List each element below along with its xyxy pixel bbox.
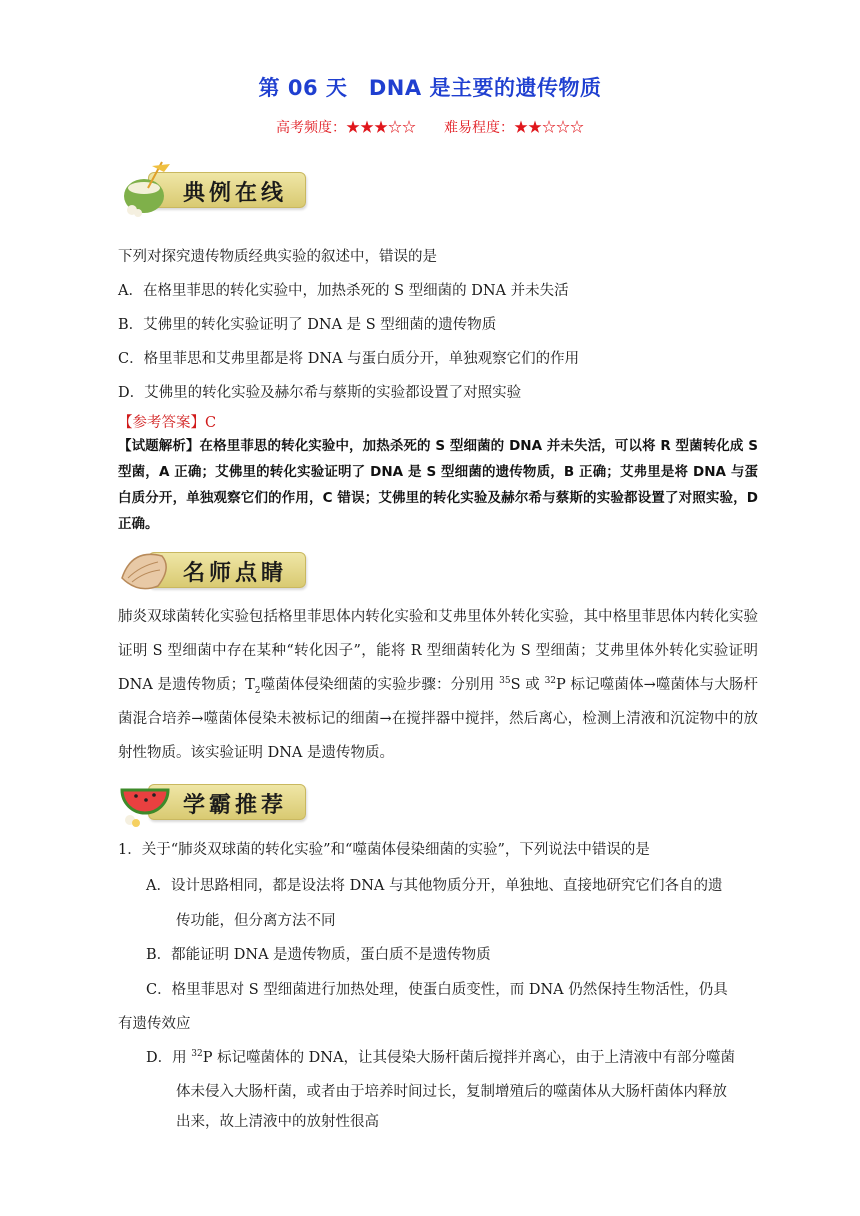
option-d-text: P 标记噬菌体的 DNA，让其侵染大肠杆菌后搅拌并离心，由于上清液中有部分噬菌: [202, 1050, 735, 1066]
tip-text-3: S 或: [510, 677, 545, 693]
tip-sub-2: 2: [254, 685, 261, 696]
page-title: 第 06 天 DNA 是主要的遗传物质: [258, 76, 602, 100]
example-question: 下列对探究遗传物质经典实验的叙述中，错误的是: [118, 249, 437, 265]
tip-text-4: P 标记噬菌体→噬菌体与大肠杆菌混合培养→噬菌体侵染未被标记的细菌→在搅拌器中搅拌，然后离心，检测上清液和沉淀物中的放射性物质。该实验证明 DNA 是遗传物质。: [118, 677, 759, 761]
practice-option-d-line3: 出来，故上清液中的放射性很高: [176, 1114, 379, 1130]
banner-recommend: [118, 770, 308, 828]
example-option-a: A．在格里菲思的转化实验中，加热杀死的 S 型细菌的 DNA 并未失活: [118, 283, 569, 299]
banner-example-label: 典例在线: [182, 181, 287, 206]
answer-analysis: 【试题解析】在格里菲思的转化实验中，加热杀死的 S 型细菌的 DNA 并未失活，可以将 R 型菌转化成 S 型菌，A 正确；艾佛里的转化实验证明了 DNA 是 S 型细菌的遗传物质，B 正确；艾弗里是将 DNA 与蛋白质分开，单独观察它们的作用，C 错误；艾佛里的转化实验及赫尔希与蔡斯的实验都设置了对照实验，D 正确。: [118, 438, 758, 532]
practice-option-c-line2: 有遗传效应: [118, 1016, 191, 1032]
example-option-d: D．艾佛里的转化实验及赫尔希与蔡斯的实验都设置了对照实验: [118, 385, 522, 401]
practice-question-1: 1．关于“肺炎双球菌的转化实验”和“噬菌体侵染细菌的实验”，下列说法中错误的是: [118, 842, 650, 858]
option-d-sup-32: 32: [191, 1049, 203, 1060]
teacher-tip: [118, 600, 758, 770]
coconut-icon: [118, 158, 178, 218]
practice-option-a-line2: 传功能，但分离方法不同: [176, 913, 336, 929]
option-d-prefix: D．用: [146, 1050, 192, 1066]
banner-example: [118, 158, 308, 216]
seashell-icon: [118, 538, 178, 598]
example-option-c: C．格里菲思和艾弗里都是将 DNA 与蛋白质分开，单独观察它们的作用: [118, 351, 580, 367]
tip-sup-32: 32: [544, 676, 557, 687]
tip-text-2: 噬菌体侵染细菌的实验步骤：分别用: [260, 677, 500, 693]
practice-option-c-line1: C．格里菲思对 S 型细菌进行加热处理，使蛋白质变性，而 DNA 仍然保持生物活性，仍具: [146, 982, 728, 998]
banner-teacher-label: 名师点睛: [182, 561, 287, 586]
practice-option-d-line1: [146, 1046, 735, 1067]
reference-answer: 【参考答案】C: [118, 415, 217, 431]
banner-recommend-label: 学霸推荐: [182, 793, 287, 818]
practice-option-a-line1: A．设计思路相同，都是设法将 DNA 与其他物质分开，单独地、直接地研究它们各自的遗: [146, 878, 723, 894]
watermelon-icon: [118, 770, 178, 830]
example-option-b: B．艾佛里的转化实验证明了 DNA 是 S 型细菌的遗传物质: [118, 317, 497, 333]
difficulty-meta: 高考频度：★★★☆☆ 难易程度：★★☆☆☆: [276, 120, 584, 136]
tip-text-1: 肺炎双球菌转化实验包括格里菲思体内转化实验和艾弗里体外转化实验，其中格里菲思体内转化实验证明 S 型细菌中存在某种“转化因子”，能将 R 型细菌转化为 S 型细菌；艾弗里体外转化实验证明 DNA 是遗传物质；T: [118, 609, 758, 693]
practice-option-d-line2: 体未侵入大肠杆菌，或者由于培养时间过长，复制增殖后的噬菌体从大肠杆菌体内释放: [176, 1084, 727, 1100]
banner-teacher: [118, 538, 308, 596]
tip-sup-35: 35: [499, 676, 511, 687]
practice-option-b: B．都能证明 DNA 是遗传物质，蛋白质不是遗传物质: [146, 947, 491, 963]
